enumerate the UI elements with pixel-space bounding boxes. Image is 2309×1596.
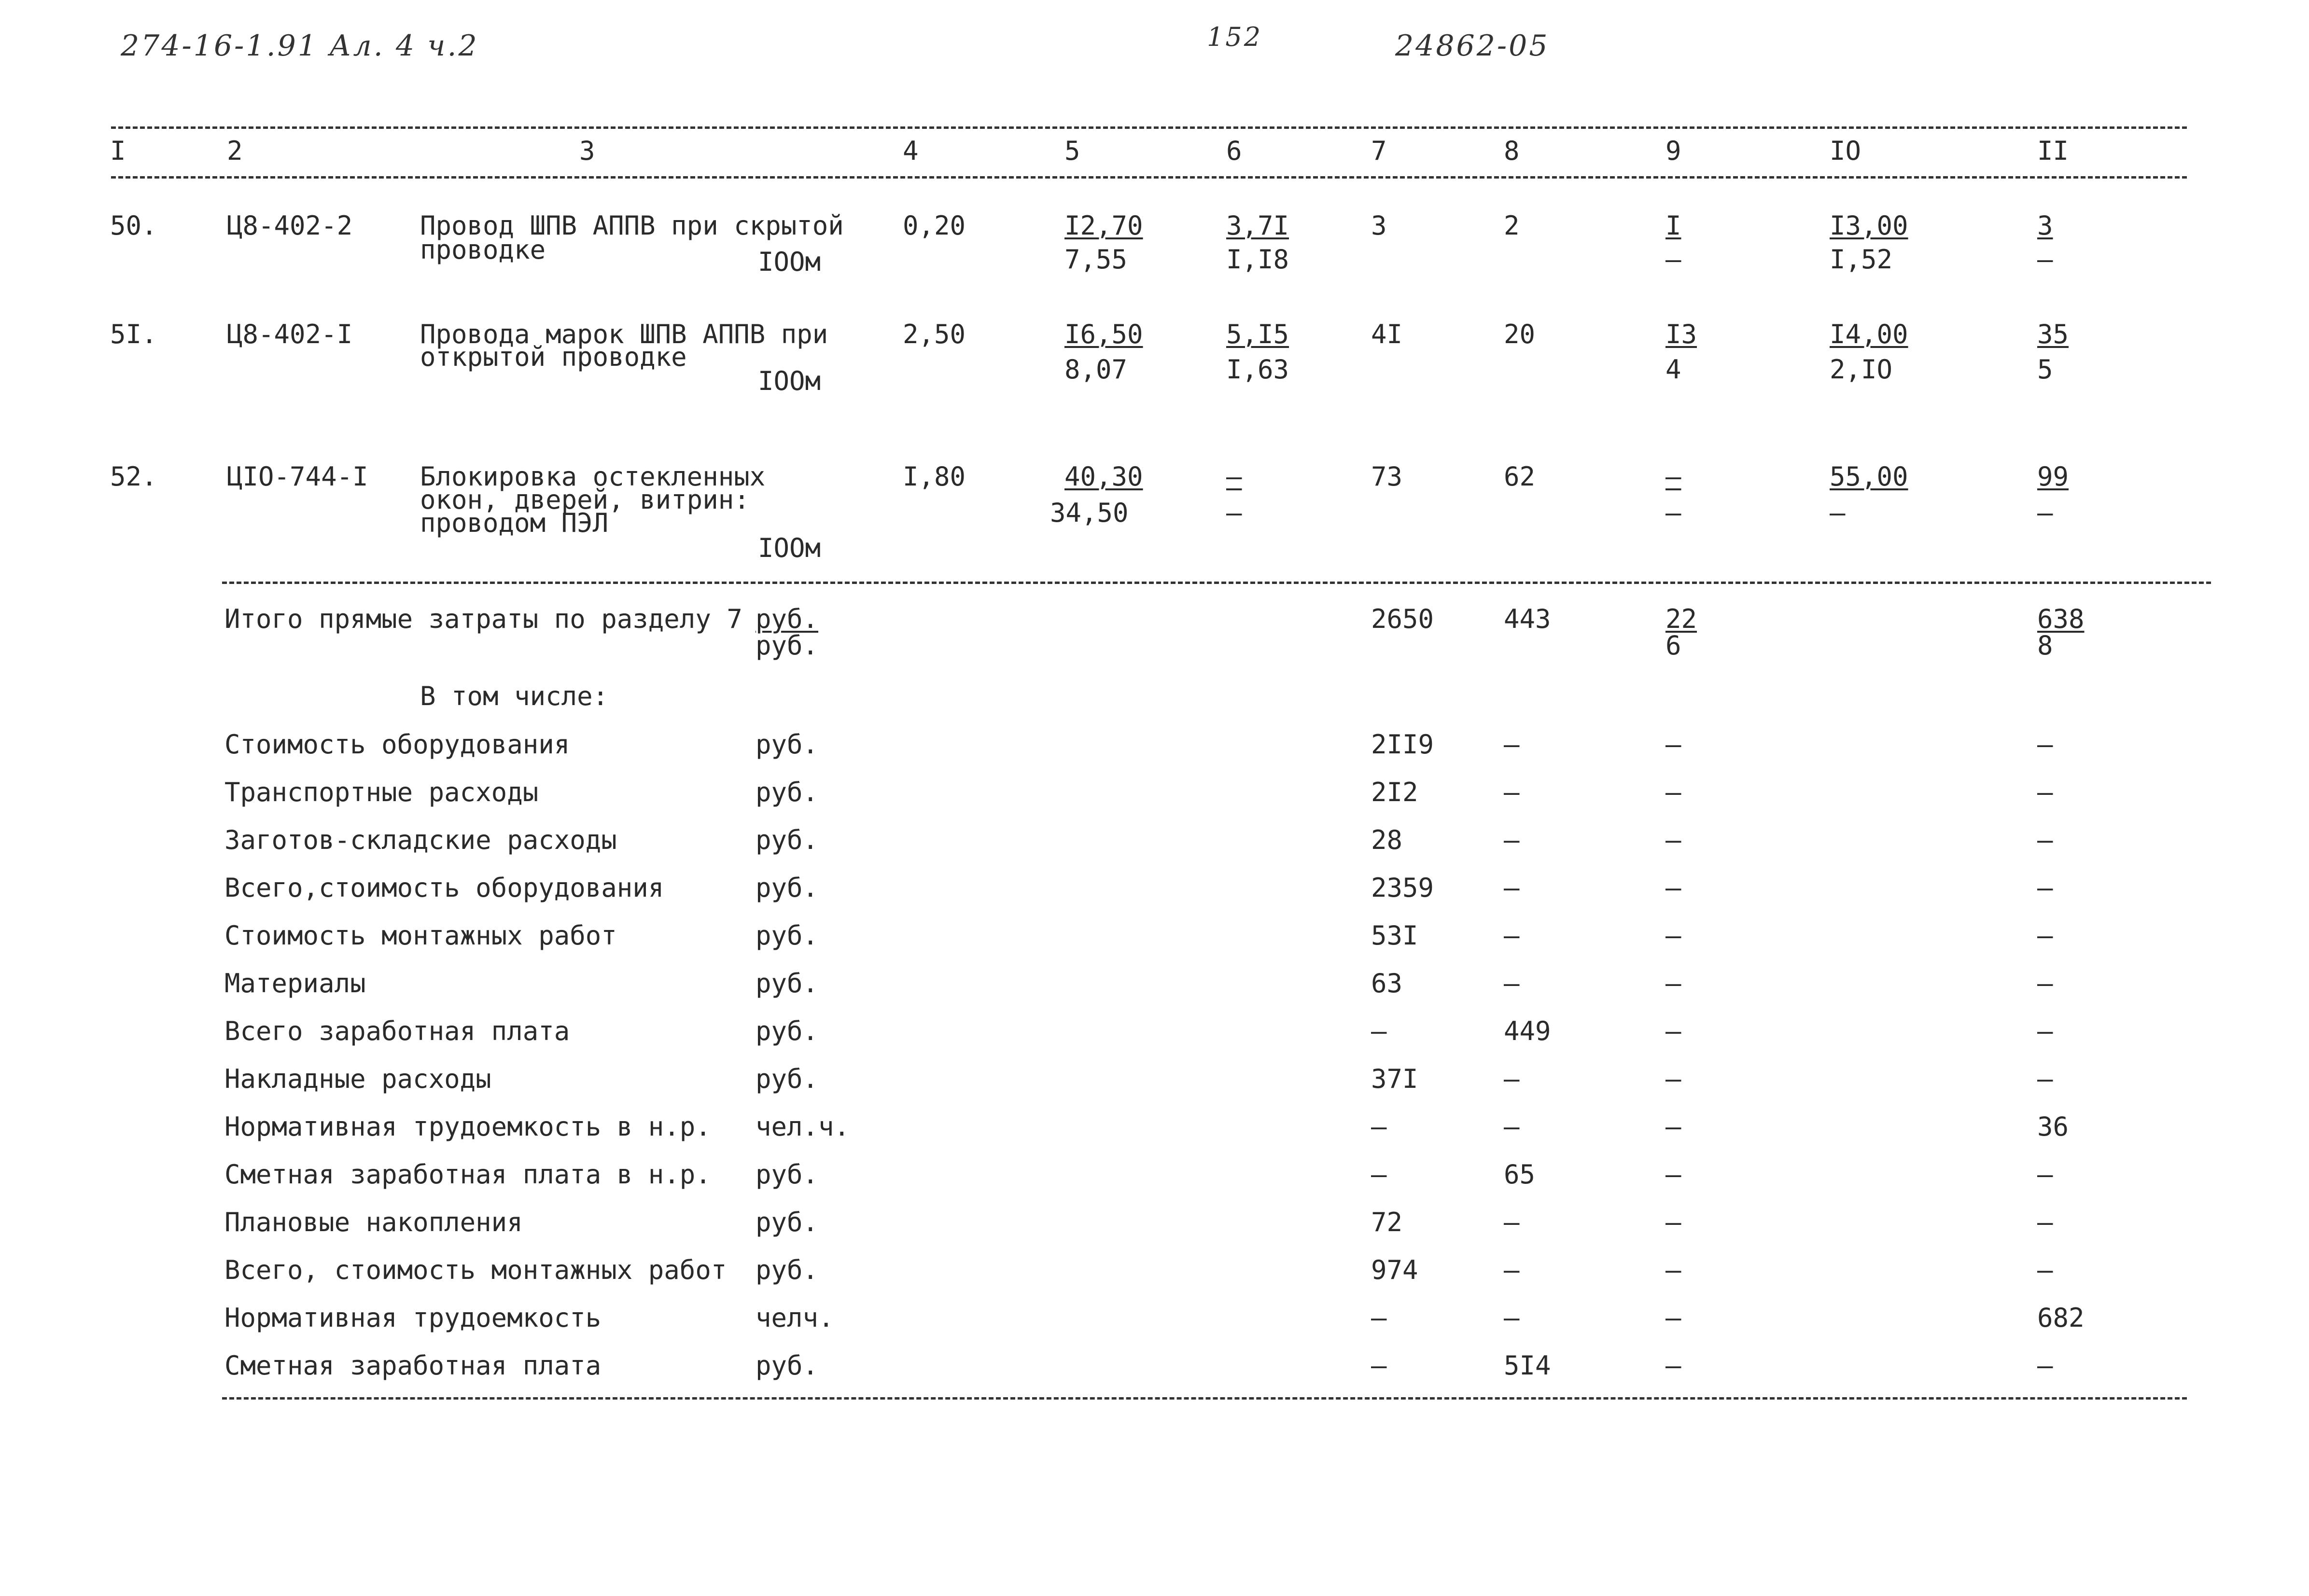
col-header-11: II [2037, 136, 2069, 166]
item-c11-top: 35 [2037, 319, 2069, 349]
col-header-1: I [110, 136, 126, 166]
item-c5-top: I6,50 [1064, 319, 1143, 349]
summary-c11: – [2037, 777, 2053, 807]
summary-c7: 72 [1371, 1207, 1403, 1237]
col-header-6: 6 [1226, 136, 1242, 166]
summary-c8: – [1504, 920, 1520, 951]
item-c6-bottom: I,63 [1226, 354, 1289, 385]
item-c5-top: 40,30 [1064, 461, 1143, 492]
summary-c9: – [1665, 1303, 1681, 1333]
summary-c7: 63 [1371, 968, 1403, 999]
item-c8: 2 [1504, 210, 1520, 241]
item-c11-bottom: – [2037, 244, 2053, 275]
item-c6-top: 3,7I [1226, 210, 1289, 241]
summary-unit: челч. [756, 1303, 834, 1333]
summary-c8: – [1504, 729, 1520, 760]
total-c11-bottom: 8 [2037, 630, 2053, 661]
col-header-4: 4 [903, 136, 919, 166]
summary-c9: – [1665, 968, 1681, 999]
header-top-rule [111, 126, 2187, 129]
summary-unit: руб. [756, 968, 819, 999]
item-desc-line: открытой проводке [420, 342, 687, 372]
summary-c9: – [1665, 825, 1681, 855]
summary-label: Нормативная трудоемкость [224, 1303, 602, 1333]
summary-unit: чел.ч. [756, 1111, 850, 1142]
summary-c8: – [1504, 1303, 1520, 1333]
item-desc-line: Провода марок ШПВ АППВ при [420, 319, 828, 349]
summary-c11: – [2037, 1350, 2053, 1381]
item-qty: 2,50 [903, 319, 966, 349]
summary-c11: – [2037, 825, 2053, 855]
summary-c9: – [1665, 1111, 1681, 1142]
summary-c7: 53I [1371, 920, 1418, 951]
summary-c11: 36 [2037, 1111, 2069, 1142]
summary-c8: – [1504, 873, 1520, 903]
item-number: 5I. [110, 319, 157, 349]
col-header-3: 3 [579, 136, 595, 166]
summary-c8: 65 [1504, 1159, 1536, 1190]
summary-c9: – [1665, 920, 1681, 951]
document-code: 24862-05 [1395, 29, 1550, 63]
summary-c11: – [2037, 1255, 2053, 1285]
item-desc-line: проводом ПЭЛ [420, 508, 609, 538]
summary-label: Сметная заработная плата в н.р. [224, 1159, 711, 1190]
summary-c9: – [1665, 1350, 1681, 1381]
item-c10-top: I3,00 [1830, 210, 1908, 241]
summary-c9: – [1665, 1016, 1681, 1046]
summary-c7: 2II9 [1371, 729, 1434, 760]
summary-c7: 37I [1371, 1064, 1418, 1094]
summary-c7: – [1371, 1350, 1387, 1381]
col-header-2: 2 [227, 136, 243, 166]
total-c7: 2650 [1371, 604, 1434, 634]
summary-c8: 5I4 [1504, 1350, 1551, 1381]
section-rule [222, 582, 2211, 584]
item-c5-bottom: 34,50 [1050, 498, 1129, 528]
including-label: В том числе: [420, 681, 609, 711]
item-c8: 20 [1504, 319, 1536, 349]
item-c6-top: 5,I5 [1226, 319, 1289, 349]
item-desc-line: проводке [420, 235, 546, 265]
item-desc-line: окон, дверей, витрин: [420, 485, 750, 515]
summary-c8: – [1504, 777, 1520, 807]
summary-label: Накладные расходы [224, 1064, 491, 1094]
summary-c11: – [2037, 968, 2053, 999]
col-header-10: IO [1830, 136, 1861, 166]
summary-label: Сметная заработная плата [224, 1350, 602, 1381]
bottom-rule [222, 1397, 2187, 1400]
item-c10-top: 55,00 [1830, 461, 1908, 492]
item-c5-top: I2,70 [1064, 210, 1143, 241]
summary-c11: – [2037, 1016, 2053, 1046]
item-c7: 4I [1371, 319, 1403, 349]
summary-label: Всего заработная плата [224, 1016, 570, 1046]
summary-label: Всего, стоимость монтажных работ [224, 1255, 727, 1285]
item-c10-bottom: – [1830, 498, 1846, 528]
item-c8: 62 [1504, 461, 1536, 492]
summary-c9: – [1665, 873, 1681, 903]
summary-c8: – [1504, 968, 1520, 999]
summary-c7: 2359 [1371, 873, 1434, 903]
item-c6-top: – [1226, 461, 1242, 492]
summary-label: Заготов-складские расходы [224, 825, 617, 855]
summary-label: Материалы [224, 968, 366, 999]
summary-c8: – [1504, 1111, 1520, 1142]
item-qty: I,80 [903, 461, 966, 492]
item-c6-bottom: – [1226, 498, 1242, 528]
summary-c9: – [1665, 1064, 1681, 1094]
col-header-9: 9 [1665, 136, 1681, 166]
col-header-8: 8 [1504, 136, 1520, 166]
item-c7: 73 [1371, 461, 1403, 492]
item-c7: 3 [1371, 210, 1387, 241]
summary-unit: руб. [756, 729, 819, 760]
total-c8: 443 [1504, 604, 1551, 634]
item-c11-bottom: – [2037, 498, 2053, 528]
total-label: Итого прямые затраты по разделу 7 [224, 604, 742, 634]
item-desc-line: Блокировка остекленных [420, 461, 766, 492]
summary-c11: – [2037, 920, 2053, 951]
item-number: 52. [110, 461, 157, 492]
summary-unit: руб. [756, 873, 819, 903]
summary-label: Стоимость монтажных работ [224, 920, 617, 951]
summary-c7: 974 [1371, 1255, 1418, 1285]
item-unit: IOOм [758, 366, 821, 396]
item-c9-top: – [1665, 461, 1681, 492]
col-header-7: 7 [1371, 136, 1387, 166]
summary-c7: – [1371, 1303, 1387, 1333]
summary-c11: – [2037, 1159, 2053, 1190]
item-c10-bottom: I,52 [1830, 244, 1893, 275]
summary-c11: – [2037, 729, 2053, 760]
summary-unit: руб. [756, 1350, 819, 1381]
summary-c8: – [1504, 825, 1520, 855]
summary-c7: – [1371, 1111, 1387, 1142]
summary-c9: – [1665, 1255, 1681, 1285]
header-bottom-rule [111, 176, 2187, 179]
summary-c8: – [1504, 1255, 1520, 1285]
item-c9-bottom: – [1665, 244, 1681, 275]
summary-unit: руб. [756, 825, 819, 855]
summary-unit: руб. [756, 1255, 819, 1285]
summary-label: Всего,стоимость оборудования [224, 873, 664, 903]
total-unit-top: руб. [756, 604, 819, 634]
summary-unit: руб. [756, 1016, 819, 1046]
summary-c9: – [1665, 729, 1681, 760]
summary-c11: – [2037, 1064, 2053, 1094]
item-c11-bottom: 5 [2037, 354, 2053, 385]
page-number: 152 [1207, 22, 1263, 52]
item-unit: IOOм [758, 247, 821, 277]
item-c11-top: 3 [2037, 210, 2053, 241]
item-desc-line: Провод ШПВ АППВ при скрытой [420, 210, 844, 241]
summary-c7: – [1371, 1159, 1387, 1190]
total-c9-bottom: 6 [1665, 630, 1681, 661]
summary-c7: 28 [1371, 825, 1403, 855]
summary-c7: – [1371, 1016, 1387, 1046]
item-c11-top: 99 [2037, 461, 2069, 492]
summary-unit: руб. [756, 777, 819, 807]
total-unit-bottom: руб. [756, 630, 819, 661]
summary-label: Транспортные расходы [224, 777, 539, 807]
summary-c11: – [2037, 1207, 2053, 1237]
item-c5-bottom: 8,07 [1064, 354, 1128, 385]
summary-c8: – [1504, 1064, 1520, 1094]
summary-c8: 449 [1504, 1016, 1551, 1046]
doc-reference: 274-16-1.91 Ал. 4 ч.2 [121, 29, 479, 63]
item-qty: 0,20 [903, 210, 966, 241]
item-c5-bottom: 7,55 [1064, 244, 1128, 275]
summary-c9: – [1665, 777, 1681, 807]
summary-label: Нормативная трудоемкость в н.р. [224, 1111, 711, 1142]
summary-label: Стоимость оборудования [224, 729, 570, 760]
summary-label: Плановые накопления [224, 1207, 523, 1237]
item-c6-bottom: I,I8 [1226, 244, 1289, 275]
item-c9-bottom: – [1665, 498, 1681, 528]
summary-c11: – [2037, 873, 2053, 903]
item-number: 50. [110, 210, 157, 241]
summary-c7: 2I2 [1371, 777, 1418, 807]
item-unit: IOOм [758, 533, 821, 563]
summary-c9: – [1665, 1207, 1681, 1237]
summary-unit: руб. [756, 1064, 819, 1094]
col-header-5: 5 [1064, 136, 1080, 166]
summary-c9: – [1665, 1159, 1681, 1190]
summary-c8: – [1504, 1207, 1520, 1237]
summary-c11: 682 [2037, 1303, 2085, 1333]
summary-unit: руб. [756, 920, 819, 951]
total-c9-top: 22 [1665, 604, 1697, 634]
item-code: Ц8-402-I [227, 319, 353, 349]
total-c11-top: 638 [2037, 604, 2085, 634]
item-c9-top: I [1665, 210, 1681, 241]
item-c9-bottom: 4 [1665, 354, 1681, 385]
item-c9-top: I3 [1665, 319, 1697, 349]
item-code: ЦIO-744-I [227, 461, 368, 492]
item-c10-bottom: 2,IO [1830, 354, 1893, 385]
summary-unit: руб. [756, 1159, 819, 1190]
summary-unit: руб. [756, 1207, 819, 1237]
item-c10-top: I4,00 [1830, 319, 1908, 349]
item-code: Ц8-402-2 [227, 210, 353, 241]
